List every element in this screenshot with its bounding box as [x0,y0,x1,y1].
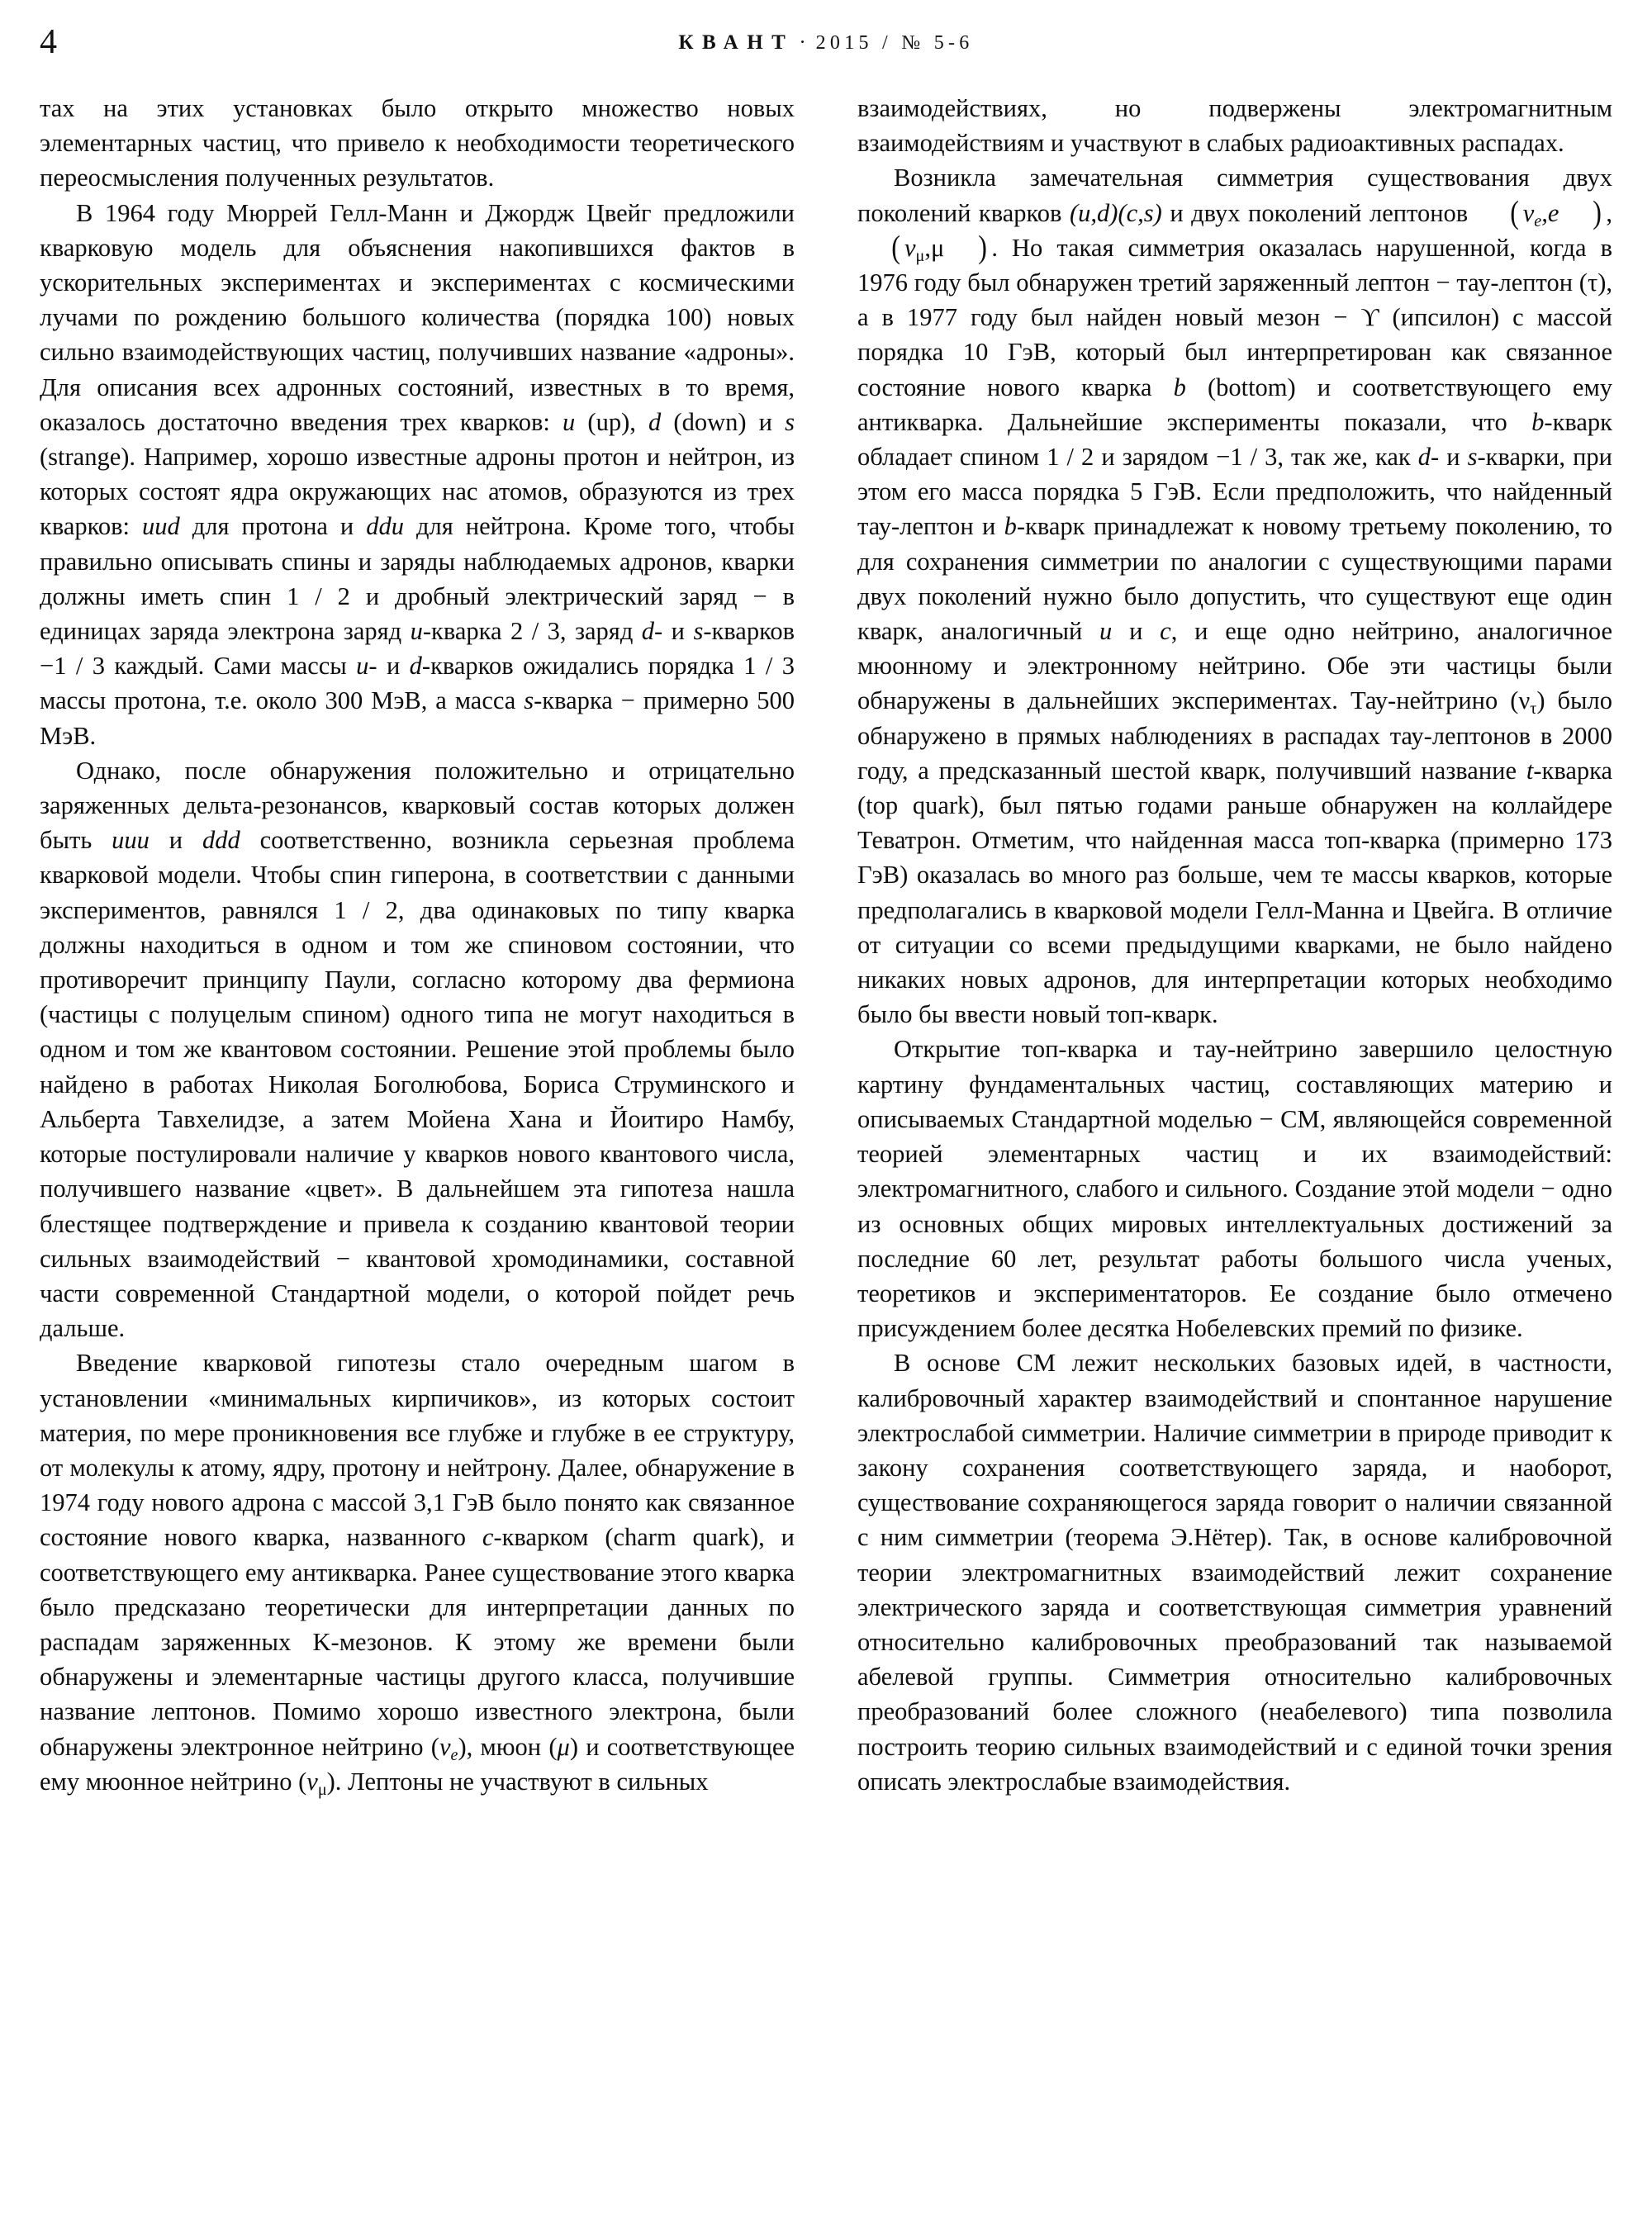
math-u: u [1099,617,1113,646]
issue-label: 2015 / № 5-6 [815,32,974,54]
math-nu: ν [1518,686,1531,715]
math-nu: ν [306,1767,318,1796]
math-b: b [1004,512,1017,541]
paragraph-standard-model: Открытие топ-кварка и тау-нейтрино завершило целостную картину фундаментальных частиц, составляющих материю и описываемых Стандартной моделью − СМ, являющейся современной теорией элементарных частиц и их взаимодействий: электромагнитного, слабого и сильного. Создание этой модели − одно из основных общих мировых интеллектуальных достижений за последние 60 лет, результат работы большого числа ученых, теоретиков и экспериментаторов. Ее создание было отмечено присуждением более десятка Нобелевских премий по физике. [857,1035,1612,1343]
math-tau: τ [1587,268,1598,297]
text-run: (up), [575,407,649,436]
math-doublet-numu-mu: ( $\nu_\mu,\mu$ ) [891,229,988,265]
text-run: -кварк принадлежат к новому третьему поколению, то для сохранения симметрии по аналогии с существующими парами двух поколений нужно было допустить, что существуют еще один кварк, аналогичный [857,512,1612,646]
math-doublet-cs: (c,s) [1118,198,1162,227]
fraction-one-half: 1 / 2 [287,581,350,610]
subscript-mu: μ [317,1780,327,1799]
math-ddd: ddd [202,826,240,855]
math-c: c [1160,617,1171,646]
text-run: соответственно, возникла серьезная проблема кварковой модели. Чтобы спин гиперона, в соответствии с данными экспериментов, равнялся [40,826,795,924]
text-run: для протона и [179,512,367,541]
text-run: массы протона, т.е. около 300 МэВ, а масса [40,686,525,715]
math-neutrino-tau [1518,686,1537,719]
running-head-center [40,31,1612,55]
math-neutrino-electron [439,1732,458,1764]
paragraph-gauge-symmetry: В основе СМ лежит нескольких базовых идей, в частности, калибровочный характер взаимодействий и спонтанное нарушение электрослабой симметрии. Наличие симметрии в природе приводит к закону сохранения соответствующего заряда, и наоборот, существование сохраняющегося заряда говорит о наличии связанной с ним симметрии (теорема Э.Нётер). Так, в основе калибровочной теории электромагнитных взаимодействий лежит сохранение электрического заряда и соответствующая симметрия уравнений относительно калибровочных преобразований так называемой абелевой группы. Симметрия относительно калибровочных преобразований более сложного (неабелевого) типа позволила построить теорию сильных взаимодействий и с единой точки зрения описать электрослабые взаимодействия. [857,1349,1612,1796]
math-s: s [785,407,795,436]
text-run: -кварков ожидались порядка [421,652,744,681]
math-b: b [1173,372,1186,401]
subscript-e: e [1534,211,1542,230]
text-run: (strange). Например, хорошо известные адроны протон и нейтрон, из которых состоят ядра окружающих нас атомов, образуются из трех кварков: [40,443,795,541]
text-run: , так же, как [1277,443,1418,472]
fraction-minus-one-third: −1 / 3 [40,652,105,681]
text-run: Введение кварковой гипотезы стало очередным шагом в установлении «минимальных кирпичиков», из которых состоит материя, по мере проникновения все глубже и глубже в ее структуру, от молекулы к атому, ядру, протону и нейтрону. Далее, обнаружение в 1974 году нового адрона с массой 3,1 ГэВ было понято как связанное состояние нового кварка, названного [40,1349,795,1552]
text-run: и двух поколений лептонов [1161,198,1476,227]
text-run: Однако, после обнаружения положительно и отрицательно заряженных дельта-резонансов, кварковый состав которых должен быть [40,756,795,855]
math-uuu: uuu [112,826,150,855]
fraction-one-third: 1 / 3 [743,652,795,681]
fraction-two-thirds: 2 / 3 [510,617,560,646]
math-nu: ν [439,1732,451,1761]
text-run: , заряд [559,617,642,646]
text-run: (ипсилон) с массой порядка 10 ГэВ, который был интерпретирован как связанное состояние нового кварка [857,303,1612,401]
journal-title: КВАНТ [678,31,795,54]
text-run: ) и соответствующее ему мюонное нейтрино ( [40,1732,795,1796]
text-run: каждый. Сами массы [104,652,357,681]
text-run: -кварка (top quark), был пятью годами раньше обнаружен на коллайдере Теватрон. Отметим, что найденная масса топ-кварка (примерно 173 ГэВ) оказалась во много раз больше, чем те массы кварков, которые предполагались в кварковой модели Гелл-Манна и Цвейга. В отличие от ситуации со всеми предыдущими кварками, не было найдено никаких новых адронов, для интерпретации которых необходимо было бы ввести новый топ-кварк. [857,756,1612,1029]
text-run: Возникла замечательная симметрия существования двух поколений кварков [857,164,1612,227]
math-nu: ν [1522,198,1535,227]
math-mu: ,μ [924,233,945,262]
fraction-one-half: 1 / 2 [334,895,398,924]
math-c: c [482,1523,494,1552]
math-d: d [648,407,662,436]
subscript-mu: μ [915,246,925,265]
text-run: -кварки, при этом его масса порядка 5 ГэВ. Если предположить, что найденный тау-лептон и [857,443,1612,541]
math-nu: ν [904,233,916,262]
page-number: 4 [40,23,57,61]
paragraph-continuation-right: взаимодействиях, но подвержены электромагнитным взаимодействиям и участвуют в слабых радиоактивных распадах. [857,94,1612,158]
math-b: b [1531,407,1545,436]
text-run: -кварков [703,617,795,646]
fraction-one-half: 1 / 2 [1047,443,1094,472]
math-doublet-nue-e: ( $\nu_e,e$ ) [1509,194,1602,230]
math-mu: μ [557,1732,570,1761]
paragraph-generations-symmetry [857,160,1612,1032]
text-run: В 1964 году Мюррей Гелл-Манн и Джордж Цвейг предложили кварковую модель для объяснения накопившихся фактов в ускорительных экспериментах и экспериментах с космическими лучами по рождению большого количества (порядка 100) новых сильно взаимодействующих частиц, получивших название «адроны». Для описания всех адронных состояний, известных в то время, оказалось достаточно введения трех кварков: [40,198,795,436]
paragraph-delta-resonances [40,753,795,1345]
text-run: (down) и [661,407,786,436]
text-run: ). Лептоны не участвуют в сильных [326,1767,709,1796]
text-run: ) было обнаружено в прямых наблюдениях в распадах тау-лептонов в 2000 году, а предсказанный шестой кварк, получивший название [857,686,1612,785]
math-comma: , [1606,198,1612,227]
paragraph-quark-model [40,196,795,753]
right-column [857,91,1612,2172]
text-run: для нейтрона. Кроме того, чтобы правильно описывать спины и заряды наблюдаемых адронов, кварки должны иметь спин [40,512,795,610]
text-run: -кварка [422,617,510,646]
math-uud: uud [142,512,180,541]
math-d: d [1417,443,1431,472]
text-run: -кварк обладает спином [857,407,1612,472]
text-run: . Но такая симметрия оказалась нарушенной, когда в 1976 году был обнаружен третий заряженный лептон − тау-лептон ( [857,233,1612,297]
text-run: - и [1431,443,1468,472]
math-upsilon: ϒ [1360,303,1379,332]
text-run: ), мюон ( [458,1732,558,1761]
text-run: - и [654,617,694,646]
text-run: , два одинаковых по типу кварка должны находиться в одном и том же спиновом состоянии, что противоречит принципу Паули, согласно которому два фермиона (частицы с полуцелым спином) одного типа не могут находиться в одном и том же квантовом состоянии. Решение этой проблемы было найдено в работах Николая Боголюбова, Бориса Струминского и Альберта Тавхелидзе, а затем Мойена Хана и Йоитиро Намбу, которые постулировали наличие у кварков нового квантового числа, получившего название «цвет». В дальнейшем эта гипотеза нашла блестящее подтверждение и привела к созданию квантовой теории сильных взаимодействий − квантовой хромодинамики, составной части современной Стандартной модели, о которой пойдет речь дальше. [40,895,795,1343]
text-run: - и [368,652,410,681]
math-t: t [1526,756,1534,785]
math-doublet-ud: (u,d) [1069,198,1118,227]
running-head [40,25,1612,71]
math-u: u [563,407,576,436]
paragraph-charm-quark [40,1345,795,1799]
text-run: , и еще одно нейтрино, аналогичное мюонному и электронному нейтрино. Обе эти частицы были обнаружены в дальнейших экспериментах. Тау-нейтрино ( [857,617,1612,715]
fraction-one-third: 1 / 3 [1230,443,1278,472]
math-s: s [693,617,704,646]
subscript-e: e [450,1745,458,1764]
math-ddu: ddu [366,512,404,541]
math-d: d [409,652,422,681]
math-s: s [1467,443,1478,472]
math-neutrino-muon [306,1767,327,1799]
paragraph-continuation: тах на этих установках было открыто множество новых элементарных частиц, что привело к необходимости теоретического переосмысления полученных результатов. [40,94,795,192]
text-run: и дробный электрический заряд − в единицах заряда электрона заряд [40,581,795,646]
text-run: и зарядом − [1094,443,1231,472]
text-run: и [1112,617,1161,646]
text-run: (bottom) и соответствующего ему антикварка. Дальнейшие эксперименты показали, что [857,372,1613,436]
math-s: s [524,686,534,715]
math-u: u [410,617,423,646]
running-head-separator: · [799,31,806,54]
text-run: ), а в 1977 году был найден новый мезон − [857,268,1612,332]
math-e: ,e [1541,198,1559,227]
text-run: и [149,826,202,855]
math-d: d [641,617,655,646]
article-body [40,91,1612,2172]
text-run: -кварка − примерно 500 МэВ. [40,686,795,750]
subscript-tau: τ [1530,700,1537,719]
left-column [40,91,795,2172]
text-run: -кварком (charm quark), и соответствующего ему антикварка. Ранее существование этого кварка было предсказано теоретически для интерпретации данных по распадам заряженных K-мезонов. К этому же времени были обнаружены и элементарные частицы другого класса, получившие название лептонов. Помимо хорошо известного электрона, были обнаружены электронное нейтрино ( [40,1523,795,1761]
math-u: u [356,652,369,681]
